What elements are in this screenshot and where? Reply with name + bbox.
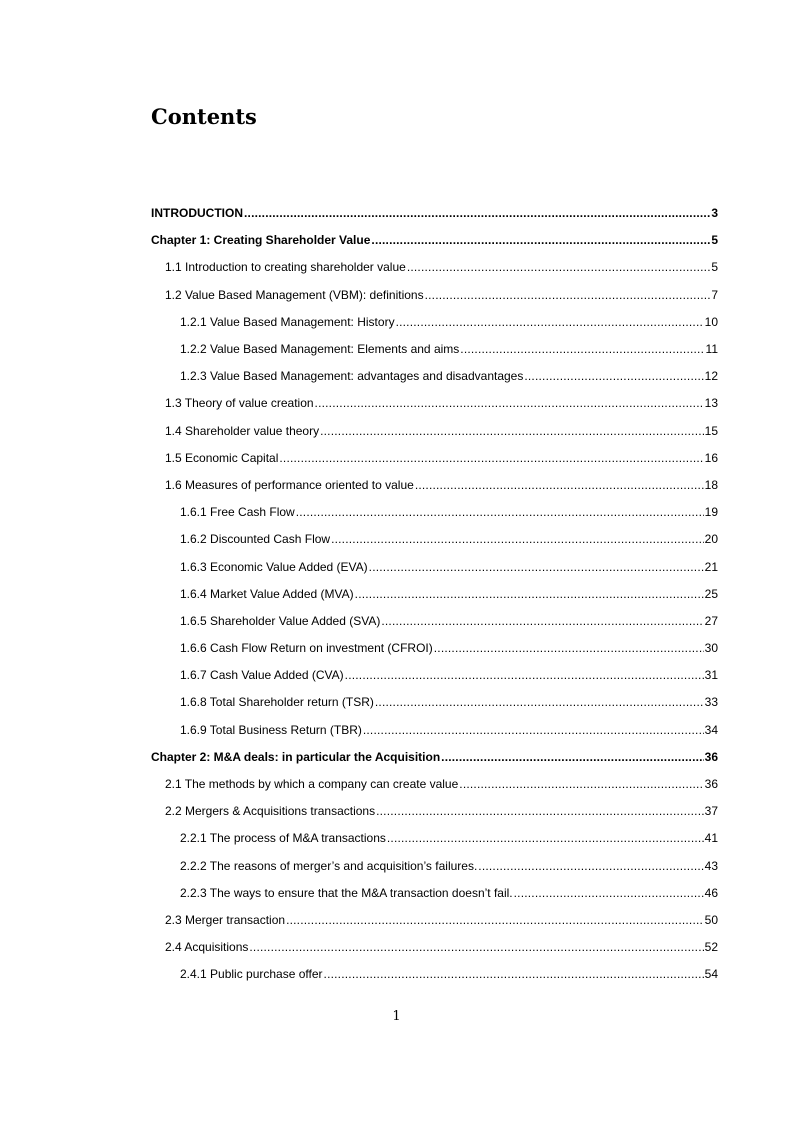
toc-dot-leader bbox=[296, 505, 704, 519]
toc-entry-label: Chapter 2: M&A deals: in particular the Acquisition bbox=[151, 749, 441, 764]
toc-entry[interactable] bbox=[0, 281, 718, 308]
toc-entry-label: 2.4.1 Public purchase offer bbox=[180, 967, 323, 982]
toc-entry[interactable] bbox=[0, 553, 718, 580]
toc-dot-leader bbox=[514, 886, 704, 900]
toc-entry-label: 1.2 Value Based Management (VBM): definitions bbox=[165, 287, 424, 302]
toc-dot-leader bbox=[369, 560, 704, 574]
toc-entry[interactable] bbox=[0, 390, 718, 417]
toc-dot-leader bbox=[279, 451, 703, 465]
toc-entry-page: 12 bbox=[704, 369, 718, 384]
toc-dot-leader bbox=[459, 777, 703, 791]
toc-dot-leader bbox=[478, 859, 703, 873]
toc-entry[interactable] bbox=[0, 580, 718, 607]
toc-entry[interactable] bbox=[0, 798, 718, 825]
toc-entry-page: 5 bbox=[711, 260, 718, 275]
toc-entry-page: 34 bbox=[704, 722, 718, 737]
toc-entry-label: 1.6.1 Free Cash Flow bbox=[180, 505, 295, 520]
toc-dot-leader bbox=[355, 587, 704, 601]
page-title: Contents bbox=[151, 104, 257, 129]
toc-entry[interactable] bbox=[0, 227, 718, 254]
toc-entry-page: 7 bbox=[711, 287, 718, 302]
toc-entry-page: 19 bbox=[704, 505, 718, 520]
toc-dot-leader bbox=[371, 233, 710, 247]
toc-entry-label: 1.6 Measures of performance oriented to value bbox=[165, 477, 414, 492]
toc-entry-page: 3 bbox=[711, 206, 718, 221]
toc-entry-page: 52 bbox=[704, 940, 718, 955]
toc-entry-page: 20 bbox=[704, 532, 718, 547]
toc-entry-page: 18 bbox=[704, 477, 718, 492]
toc-entry[interactable] bbox=[0, 770, 718, 797]
toc-entry-page: 15 bbox=[704, 423, 718, 438]
toc-dot-leader bbox=[315, 396, 704, 410]
toc-entry[interactable] bbox=[0, 499, 718, 526]
toc-dot-leader bbox=[320, 424, 704, 438]
toc-entry-label: 1.2.3 Value Based Management: advantages and disadvantages bbox=[180, 369, 524, 384]
toc-entry-label: Chapter 1: Creating Shareholder Value bbox=[151, 233, 371, 248]
toc-dot-leader bbox=[387, 831, 704, 845]
toc-dot-leader bbox=[375, 695, 704, 709]
toc-entry-label: 1.4 Shareholder value theory bbox=[165, 423, 320, 438]
toc-entry[interactable] bbox=[0, 444, 718, 471]
toc-entry[interactable] bbox=[0, 607, 718, 634]
toc-entry-page: 33 bbox=[704, 695, 718, 710]
toc-entry[interactable] bbox=[0, 308, 718, 335]
toc-entry[interactable] bbox=[0, 961, 718, 988]
toc-entry-page: 16 bbox=[704, 450, 718, 465]
toc-entry[interactable] bbox=[0, 934, 718, 961]
toc-entry-page: 36 bbox=[704, 749, 718, 764]
toc-entry[interactable] bbox=[0, 825, 718, 852]
toc-entry[interactable] bbox=[0, 906, 718, 933]
toc-entry[interactable] bbox=[0, 743, 718, 770]
toc-entry-label: 2.2 Mergers & Acquisitions transactions bbox=[165, 804, 376, 819]
toc-dot-leader bbox=[415, 478, 704, 492]
toc-entry[interactable] bbox=[0, 254, 718, 281]
toc-dot-leader bbox=[331, 532, 704, 546]
toc-entry-page: 30 bbox=[704, 641, 718, 656]
toc-entry-page: 10 bbox=[704, 314, 718, 329]
toc-entry[interactable] bbox=[0, 417, 718, 444]
toc-entry[interactable] bbox=[0, 689, 718, 716]
toc-entry-page: 46 bbox=[704, 885, 718, 900]
toc-dot-leader bbox=[286, 913, 704, 927]
toc-dot-leader bbox=[376, 804, 704, 818]
toc-dot-leader bbox=[381, 614, 703, 628]
toc-dot-leader bbox=[460, 342, 704, 356]
toc-entry-label: 1.6.4 Market Value Added (MVA) bbox=[180, 586, 354, 601]
toc-entry[interactable] bbox=[0, 852, 718, 879]
toc-entry-label: 1.2.1 Value Based Management: History bbox=[180, 314, 395, 329]
toc-entry-label: 1.6.8 Total Shareholder return (TSR) bbox=[180, 695, 374, 710]
toc-entry-label: 1.5 Economic Capital bbox=[165, 450, 279, 465]
toc-entry-label: 1.6.5 Shareholder Value Added (SVA) bbox=[180, 613, 381, 628]
toc-entry-label: 1.6.6 Cash Flow Return on investment (CFROI) bbox=[180, 641, 433, 656]
toc-dot-leader bbox=[434, 641, 704, 655]
toc-entry-page: 11 bbox=[705, 342, 718, 357]
toc-entry-label: 1.6.3 Economic Value Added (EVA) bbox=[180, 559, 368, 574]
page-number: 1 bbox=[392, 1009, 401, 1024]
toc-entry[interactable] bbox=[0, 716, 718, 743]
toc-entry[interactable] bbox=[0, 635, 718, 662]
toc-entry[interactable] bbox=[0, 363, 718, 390]
toc-dot-leader bbox=[425, 288, 711, 302]
toc-entry-page: 21 bbox=[704, 559, 718, 574]
toc-entry-label: 1.6.7 Cash Value Added (CVA) bbox=[180, 668, 344, 683]
toc-entry[interactable] bbox=[0, 200, 718, 227]
toc-entry-label: 1.2.2 Value Based Management: Elements and aims bbox=[180, 342, 460, 357]
toc-entry[interactable] bbox=[0, 662, 718, 689]
toc-entry[interactable] bbox=[0, 471, 718, 498]
toc-entry-label: 1.6.9 Total Business Return (TBR) bbox=[180, 722, 362, 737]
toc-dot-leader bbox=[407, 260, 710, 274]
toc-entry-label: 2.1 The methods by which a company can create value bbox=[165, 777, 459, 792]
toc-entry-label: 2.4 Acquisitions bbox=[165, 940, 249, 955]
toc-dot-leader bbox=[363, 723, 704, 737]
toc-entry-page: 31 bbox=[704, 668, 718, 683]
toc-entry-page: 13 bbox=[704, 396, 718, 411]
toc-entry-label: 2.3 Merger transaction bbox=[165, 912, 286, 927]
toc-entry[interactable] bbox=[0, 335, 718, 362]
toc-dot-leader bbox=[396, 315, 704, 329]
toc-dot-leader bbox=[524, 369, 703, 383]
toc-entry-page: 36 bbox=[704, 777, 718, 792]
toc-entry-page: 50 bbox=[704, 912, 718, 927]
toc-entry-page: 43 bbox=[704, 858, 718, 873]
toc-entry-label: 1.1 Introduction to creating shareholder value bbox=[165, 260, 406, 275]
toc-entry-label: 2.2.2 The reasons of merger’s and acquisition’s failures. bbox=[180, 858, 478, 873]
toc-entry-page: 27 bbox=[704, 613, 718, 628]
toc-entry-label: 1.6.2 Discounted Cash Flow bbox=[180, 532, 331, 547]
toc-entry-label: 2.2.1 The process of M&A transactions bbox=[180, 831, 386, 846]
toc-entry-page: 25 bbox=[704, 586, 718, 601]
table-of-contents bbox=[0, 200, 793, 988]
toc-entry-label: 2.2.3 The ways to ensure that the M&A transaction doesn’t fail. bbox=[180, 885, 513, 900]
toc-dot-leader bbox=[244, 206, 710, 220]
toc-entry-page: 37 bbox=[704, 804, 718, 819]
toc-entry-page: 5 bbox=[711, 233, 718, 248]
toc-dot-leader bbox=[441, 750, 703, 764]
toc-entry-label: 1.3 Theory of value creation bbox=[165, 396, 314, 411]
toc-dot-leader bbox=[324, 967, 704, 981]
toc-entry[interactable] bbox=[0, 879, 718, 906]
toc-entry-page: 41 bbox=[704, 831, 718, 846]
toc-dot-leader bbox=[249, 940, 703, 954]
toc-dot-leader bbox=[345, 668, 704, 682]
toc-entry-page: 54 bbox=[704, 967, 718, 982]
toc-entry-label: INTRODUCTION bbox=[151, 206, 243, 221]
toc-entry[interactable] bbox=[0, 526, 718, 553]
